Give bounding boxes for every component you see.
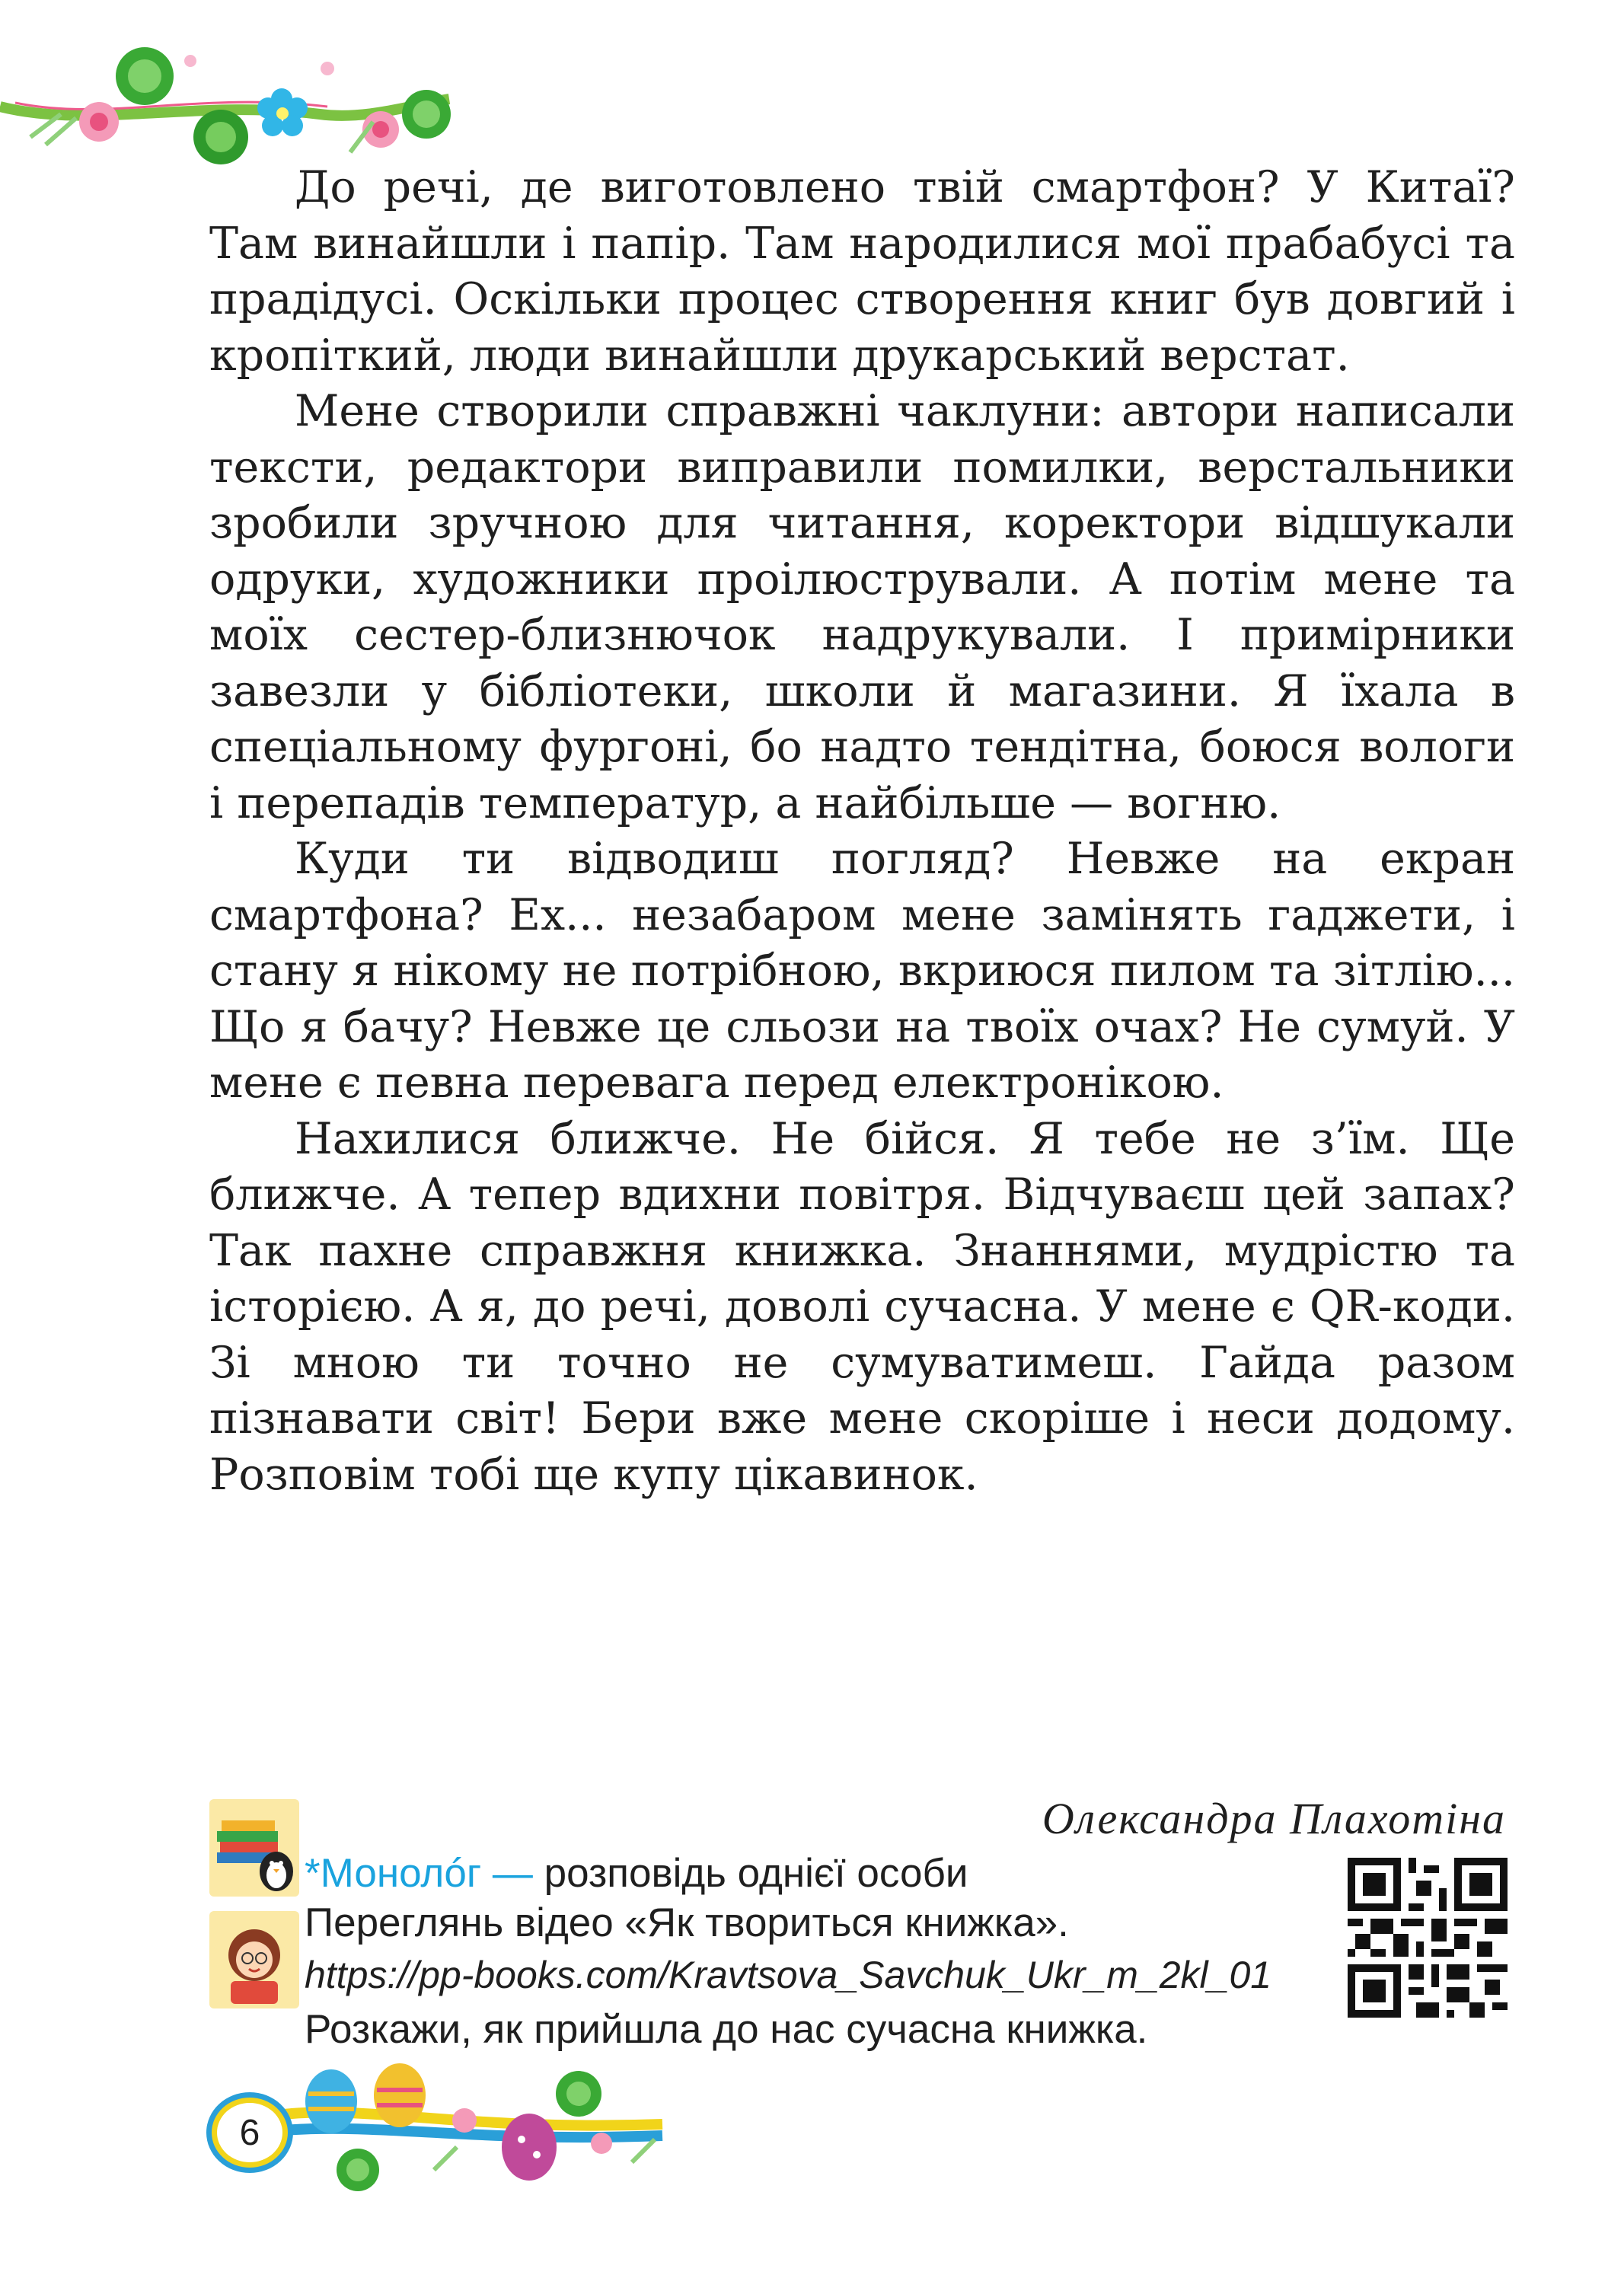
paragraph: Куди ти відводиш погляд? Невже на екран смартфона? Ех... незабаром мене замінять гаджети, і стану я нікому не потрібною, вкриюся пилом та зітлію... Що я бачу? Невже це сльози на твоїх очах? Не сумуй. У мене є певна перевага перед електронікою. [209,834,1515,1108]
glossary-term: *Монолóг — [305,1851,533,1896]
books-penguin-icon [209,1799,299,1897]
paragraph: До речі, де виготовлено твій смартфон? У Китаї? Там винайшли і папір. Там народилися мої прабабусі та прадідусі. Оскільки процес створення книг був довгий і кропіткий, люди винайшли друкарський верстат. [209,162,1515,381]
glossary-definition: розповідь однієї особи [532,1851,968,1896]
video-link[interactable]: https://pp-books.com/Kravtsova_Savchuk_Ukr_m_2kl_01 [305,1954,1272,1996]
paragraph: Нахилися ближче. Не бійся. Я тебе не з’їм. Ще ближче. А тепер вдихни повітря. Відчуваєш цей запах? Так пахне справжня книжка. Знаннями, мудрістю та історією. А я, до речі, доволі сучасна. У мене є QR-коди. Зі мною ти точно не сумуватимеш. Гайда разом пізнавати світ! Бери вже мене скоріше і неси додому. Розповім тобі ще купу цікавинок. [209,1113,1515,1500]
retell-task: Розкажи, як прийшла до нас сучасна книжка. [305,2007,1148,2052]
video-task: Переглянь відео «Як твориться книжка». [305,1900,1069,1945]
glossary-note [305,1850,968,1897]
page-number: 6 [212,2098,288,2168]
qr-code[interactable] [1348,1858,1508,2018]
author-name: Олександра Плахотіна [1042,1794,1506,1843]
floral-decoration-top [0,15,457,168]
main-text [209,160,1515,1503]
teacher-icon [209,1911,299,2008]
paragraph: Мене створили справжні чаклуни: автори написали тексти, редактори виправили помилки, верстальники зробили зручною для читання, коректори відшукали одруки, художники проілюстрували. А потім мене та моїх сестер-близнючок надрукували. І примірники завезли у бібліотеки, школи й магазини. Я їхала в спеціальному фургоні, бо надто тендітна, боюся вологи і перепадів температур, а найбільше — вогню. [209,386,1515,828]
